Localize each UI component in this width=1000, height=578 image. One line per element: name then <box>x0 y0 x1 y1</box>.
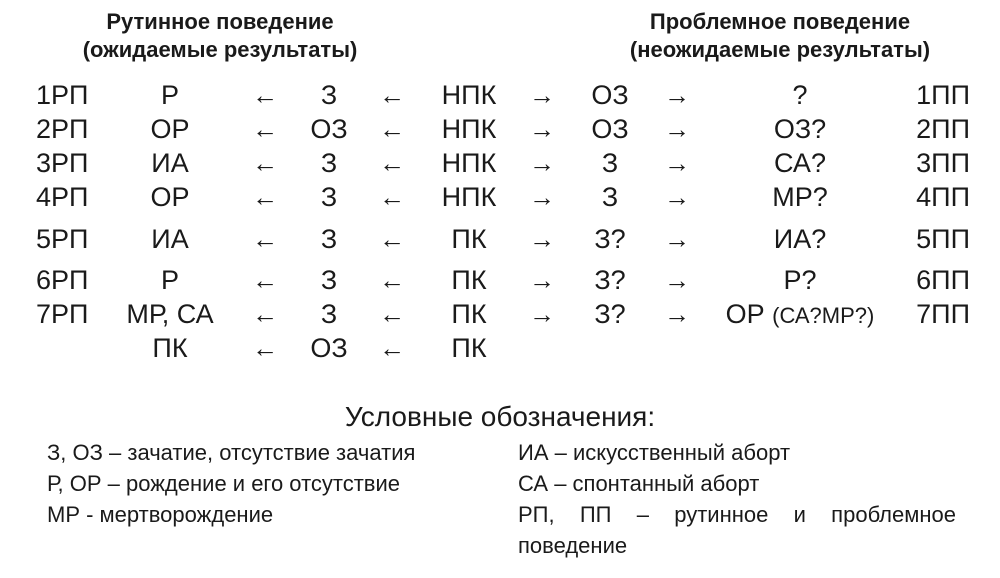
conception-outcome: З <box>320 80 338 110</box>
conception-outcome: З <box>320 299 338 329</box>
routine-outcome: ИА <box>151 224 189 254</box>
arrow-left-icon: ← <box>252 80 278 110</box>
problem-conception: З <box>601 182 619 212</box>
arrow-right-icon: → <box>529 114 555 144</box>
arrow-right-icon: → <box>664 224 690 254</box>
problem-conception: З? <box>594 265 626 295</box>
routine-label: 3РП <box>36 148 89 178</box>
contraception-behavior: ПК <box>451 265 487 295</box>
problem-conception: З? <box>594 224 626 254</box>
routine-outcome: ИА <box>151 148 189 178</box>
scheme-row <box>0 112 1000 146</box>
legend-item: СА – спонтанный аборт <box>518 471 760 496</box>
problem-outcome: ИА? <box>773 224 827 254</box>
conception-outcome: З <box>320 182 338 212</box>
arrow-right-icon: → <box>529 148 555 178</box>
problem-outcome: МР? <box>772 182 828 212</box>
arrow-right-icon: → <box>529 299 555 329</box>
problem-conception: З <box>601 148 619 178</box>
legend-left <box>47 437 487 530</box>
problem-label: 2ПП <box>916 114 970 144</box>
arrow-left-icon: ← <box>252 265 278 295</box>
arrow-left-icon: ← <box>379 80 405 110</box>
routine-header <box>50 8 390 64</box>
routine-outcome: МР, СА <box>126 299 214 329</box>
routine-outcome: ОР <box>150 114 190 144</box>
problem-label: 7ПП <box>916 299 970 329</box>
routine-label: 2РП <box>36 114 89 144</box>
legend-item: Р, ОР – рождение и его отсутствие <box>47 471 401 496</box>
scheme-row <box>0 78 1000 112</box>
arrow-right-icon: → <box>664 182 690 212</box>
arrow-left-icon: ← <box>379 299 405 329</box>
problem-label: 3ПП <box>916 148 970 178</box>
routine-outcome: ОР <box>150 182 190 212</box>
legend-item: МР - мертворождение <box>47 502 274 527</box>
problem-outcome: Р? <box>783 265 817 295</box>
routine-outcome: Р <box>160 265 179 295</box>
arrow-left-icon: ← <box>379 114 405 144</box>
arrow-left-icon: ← <box>379 333 405 363</box>
problem-conception: З? <box>594 299 626 329</box>
routine-label: 6РП <box>36 265 89 295</box>
legend-item: З, ОЗ – зачатие, отсутствие зачатия <box>47 440 416 465</box>
problem-header-title: Проблемное поведение <box>649 9 911 34</box>
arrow-right-icon: → <box>664 80 690 110</box>
conception-outcome: З <box>320 224 338 254</box>
routine-header-title: Рутинное поведение <box>106 9 334 34</box>
arrow-right-icon: → <box>529 80 555 110</box>
routine-outcome: Р <box>160 80 179 110</box>
problem-label: 6ПП <box>916 265 970 295</box>
arrow-left-icon: ← <box>252 224 278 254</box>
conception-outcome: ОЗ <box>310 114 348 144</box>
arrow-right-icon: → <box>664 265 690 295</box>
arrow-left-icon: ← <box>252 148 278 178</box>
contraception-behavior: ПК <box>451 224 487 254</box>
scheme-row <box>0 263 1000 297</box>
scheme-row <box>0 297 1000 331</box>
arrow-right-icon: → <box>529 182 555 212</box>
problem-header <box>600 8 960 64</box>
problem-outcome: ОЗ? <box>773 114 827 144</box>
arrow-left-icon: ← <box>252 333 278 363</box>
contraception-behavior: НПК <box>441 182 497 212</box>
problem-label: 5ПП <box>916 224 970 254</box>
legend-item: ИА – искусственный аборт <box>518 440 791 465</box>
contraception-behavior: ПК <box>451 299 487 329</box>
arrow-right-icon: → <box>529 265 555 295</box>
problem-label: 4ПП <box>916 182 970 212</box>
routine-label: 1РП <box>36 80 89 110</box>
arrow-right-icon: → <box>529 224 555 254</box>
arrow-left-icon: ← <box>379 182 405 212</box>
problem-outcome: ? <box>792 80 808 110</box>
routine-outcome: ПК <box>152 333 188 363</box>
contraception-behavior: НПК <box>441 80 497 110</box>
arrow-right-icon: → <box>664 148 690 178</box>
scheme-row <box>0 222 1000 256</box>
contraception-behavior: ПК <box>451 333 487 363</box>
scheme-row-extra <box>0 331 1000 365</box>
arrow-right-icon: → <box>664 299 690 329</box>
problem-outcome: СА? <box>774 148 826 178</box>
contraception-behavior: НПК <box>441 148 497 178</box>
arrow-left-icon: ← <box>379 224 405 254</box>
legend-item: РП, ПП – рутинное и проблемное <box>518 502 956 527</box>
arrow-left-icon: ← <box>252 182 278 212</box>
scheme-row <box>0 180 1000 214</box>
legend-item-continuation: поведение <box>518 533 628 558</box>
routine-header-subtitle: (ожидаемые результаты) <box>82 37 358 62</box>
arrow-left-icon: ← <box>379 265 405 295</box>
problem-conception: ОЗ <box>591 80 629 110</box>
problem-conception: ОЗ <box>591 114 629 144</box>
conception-outcome: ОЗ <box>310 333 348 363</box>
problem-label: 1ПП <box>916 80 970 110</box>
arrow-left-icon: ← <box>379 148 405 178</box>
scheme-row <box>0 146 1000 180</box>
conception-outcome: З <box>320 148 338 178</box>
problem-header-subtitle: (неожидаемые результаты) <box>629 37 931 62</box>
routine-label: 5РП <box>36 224 89 254</box>
routine-label: 4РП <box>36 182 89 212</box>
contraception-behavior: НПК <box>441 114 497 144</box>
legend-title: Условные обозначения: <box>344 401 656 432</box>
legend-right <box>518 437 956 561</box>
conception-outcome: З <box>320 265 338 295</box>
arrow-right-icon: → <box>664 114 690 144</box>
problem-outcome: ОР (СА?МР?) <box>725 299 875 329</box>
arrow-left-icon: ← <box>252 299 278 329</box>
arrow-left-icon: ← <box>252 114 278 144</box>
routine-label: 7РП <box>36 299 89 329</box>
